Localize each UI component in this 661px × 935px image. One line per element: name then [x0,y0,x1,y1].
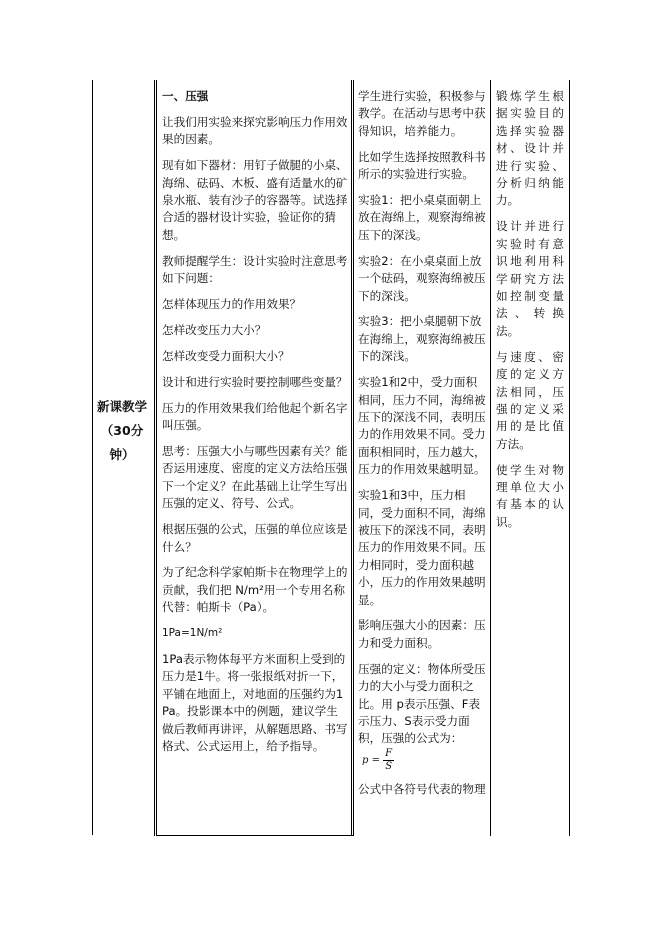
teacher-paragraph: 1Pa表示物体每平方米面积上受到的压力是1牛。将一张报纸对折一下，平铺在地面上，对地面的压强约为1 Pa。投影课本中的例题，建议学生做后教师再讲评，从解题思路、书写格式、公式运用上，给予指导。 [162,652,348,754]
teacher-paragraph: 为了纪念科学家帕斯卡在物理学上的贡献，我们把 N/m²用一个专用名称代替：帕斯卡（Pa）。 [162,565,348,615]
section-label [94,395,150,467]
intent-paragraph: 与速度、密度的定义方法相同，压强的定义采用的是比值方法。 [496,349,564,451]
unit-equation: 1Pa=1N/m² [162,627,223,640]
intent-paragraph: 使学生对物理单位大小有基本的认识。 [496,462,564,529]
student-paragraph: 公式中各符号代表的物理 [358,782,486,797]
section-duration: （30分钟） [100,423,144,462]
table-divider-4 [353,80,354,836]
pressure-formula [362,748,394,773]
table-border-right [569,80,570,836]
student-paragraph: 影响压强大小的因素：压力和受力面积。 [358,618,486,650]
formula-fraction [383,748,394,773]
teacher-paragraph: 根据压强的公式，压强的单位应该是什么？ [162,522,348,554]
teacher-heading: 一、压强 [162,89,209,103]
teacher-paragraph: 压力的作用效果我们给他起个新名字叫压强。 [162,400,348,433]
section-title: 新课教学 [96,399,147,414]
teacher-paragraph: 现有如下器材：用钉子做腿的小桌、海绵、砝码、木板、盛有适量水的矿泉水瓶、装有沙子的容器等。试选择合适的器材设计实验，验证你的猜想。 [162,158,348,242]
student-paragraph: 比如学生选择按照教科书所示的实验进行实验。 [358,149,486,182]
intent-paragraph: 锻炼学生根据实验目的选择实验器材、设计并进行实验、分析归纳能力。 [496,89,564,208]
student-paragraph: 实验1：把小桌桌面朝上放在海绵上，观察海绵被压下的深浅。 [358,193,486,242]
student-paragraph: 实验3：把小桌腿朝下放在海绵上，观察海绵被压下的深浅。 [358,314,486,364]
teacher-paragraph: 教师提醒学生：设计实验时注意思考如下问题： [162,253,348,286]
table-border-left [92,80,93,835]
design-intent-column [496,88,564,540]
formula-numerator: F [385,747,393,759]
teacher-paragraph: 思考：压强大小与哪些因素有关？能否运用速度、密度的定义方法给压强下一个定义？在此基础上让学生写出压强的定义、符号、公式。 [162,444,348,511]
student-paragraph: 实验1和2中，受力面积相同，压力不同，海绵被压下的深浅不同，表明压力的作用效果不同。受力面积相同时，压力越大，压力的作用效果越明显。 [358,375,486,477]
student-activity-column [358,88,488,807]
teacher-paragraph: 怎样改变受力面积大小？ [162,348,290,363]
table-divider-1 [154,80,155,836]
student-paragraph: 实验1和3中，压力相同，受力面积不同，海绵被压下的深浅不同，表明压力的作用效果不同。压力相同时，受力面积越小，压力的作用效果越明显。 [358,488,486,607]
teacher-activity-column [162,88,348,764]
teacher-paragraph: 怎样体现压力的作用效果？ [162,297,302,312]
table-divider-3 [351,80,352,836]
table-divider-2 [156,80,157,836]
table-divider-5 [490,80,491,836]
table-bottom-rule [156,835,353,836]
teacher-paragraph: 让我们用实验来探究影响压力作用效果的因素。 [162,114,348,147]
student-paragraph: 实验2：在小桌桌面上放一个砝码，观察海绵被压下的深浅。 [358,253,486,303]
formula-denominator: S [385,760,393,772]
formula-lhs: p = [362,754,380,766]
pressure-definition-text: 压强的定义：物体所受压力的大小与受力面积之比。用 p表示压强、F表示压力、S表示受力面积，压强的公式为： [358,661,486,746]
teacher-paragraph: 怎样改变压力大小？ [162,322,267,337]
teacher-paragraph: 设计和进行实验时要控制哪些变量？ [162,374,348,389]
student-paragraph: 学生进行实验，积极参与教学。在活动与思考中获得知识，培养能力。 [358,89,486,138]
pressure-definition [358,661,488,773]
intent-paragraph: 设计并进行实验时有意识地利用科学研究方法如控制变量法、转换法。 [496,219,564,338]
